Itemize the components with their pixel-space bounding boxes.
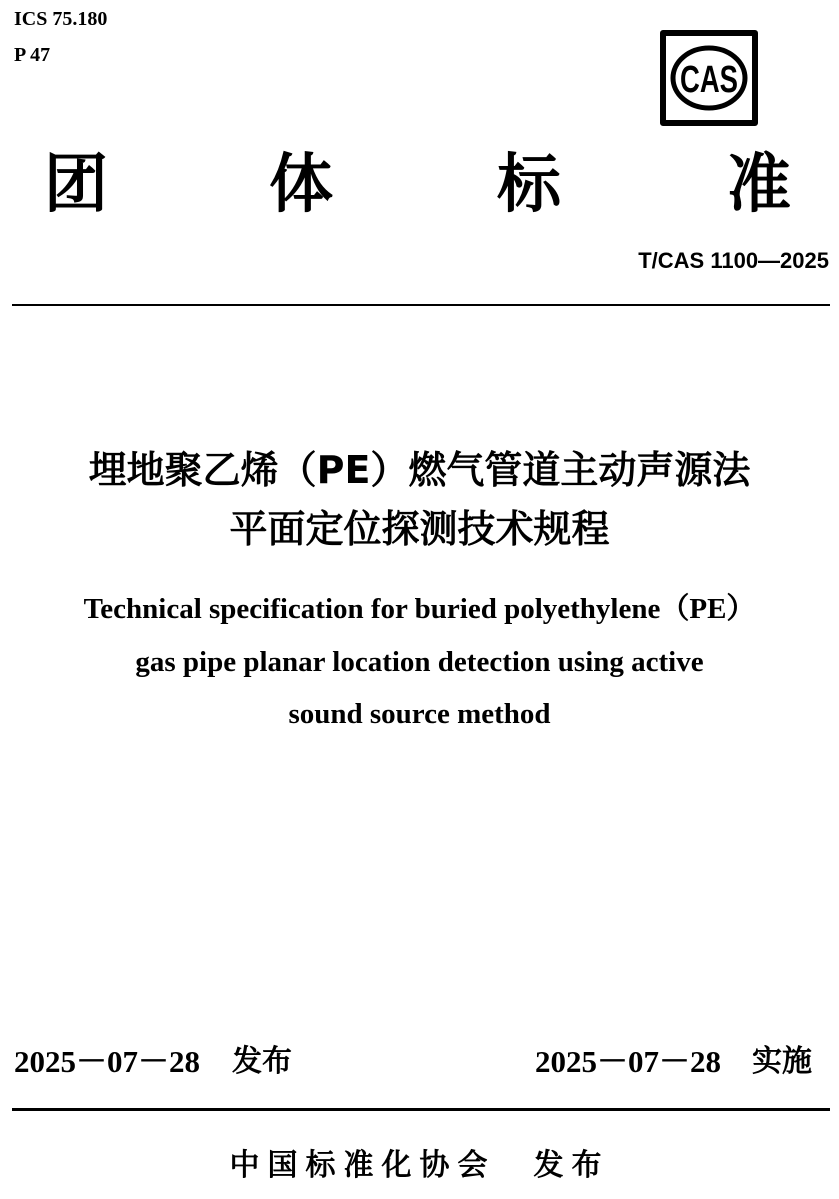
top-divider bbox=[12, 304, 830, 306]
cas-logo bbox=[660, 30, 758, 126]
en-title-line-2: gas pipe planar location detection using active bbox=[135, 646, 704, 678]
issue-date: 2025－07－28 bbox=[14, 1044, 200, 1079]
issue-label: 发布 bbox=[232, 1044, 292, 1079]
ics-code: ICS 75.180 bbox=[14, 8, 108, 30]
masthead-char-2: 体 bbox=[269, 148, 333, 222]
implement-label: 实施 bbox=[752, 1044, 812, 1079]
masthead-char-4: 准 bbox=[727, 148, 791, 222]
en-title-line-3: sound source method bbox=[288, 698, 551, 730]
implement-date: 2025－07－28 bbox=[535, 1044, 721, 1079]
publisher: 中国标准化协会 发布 bbox=[229, 1148, 610, 1183]
ccs-code: P 47 bbox=[14, 44, 51, 66]
logo-text: CAS bbox=[680, 59, 738, 101]
masthead-char-3: 标 bbox=[497, 148, 561, 222]
bottom-divider bbox=[12, 1108, 830, 1111]
standard-number: T/CAS 1100—2025 bbox=[638, 248, 829, 273]
masthead-char-1: 团 bbox=[44, 148, 108, 222]
en-title-line-1: Technical specification for buried polyethylene（PE） bbox=[83, 593, 756, 625]
cn-title-line-2: 平面定位探测技术规程 bbox=[229, 507, 610, 551]
cn-title-line-1: 埋地聚乙烯（PE）燃气管道主动声源法 bbox=[88, 448, 751, 492]
